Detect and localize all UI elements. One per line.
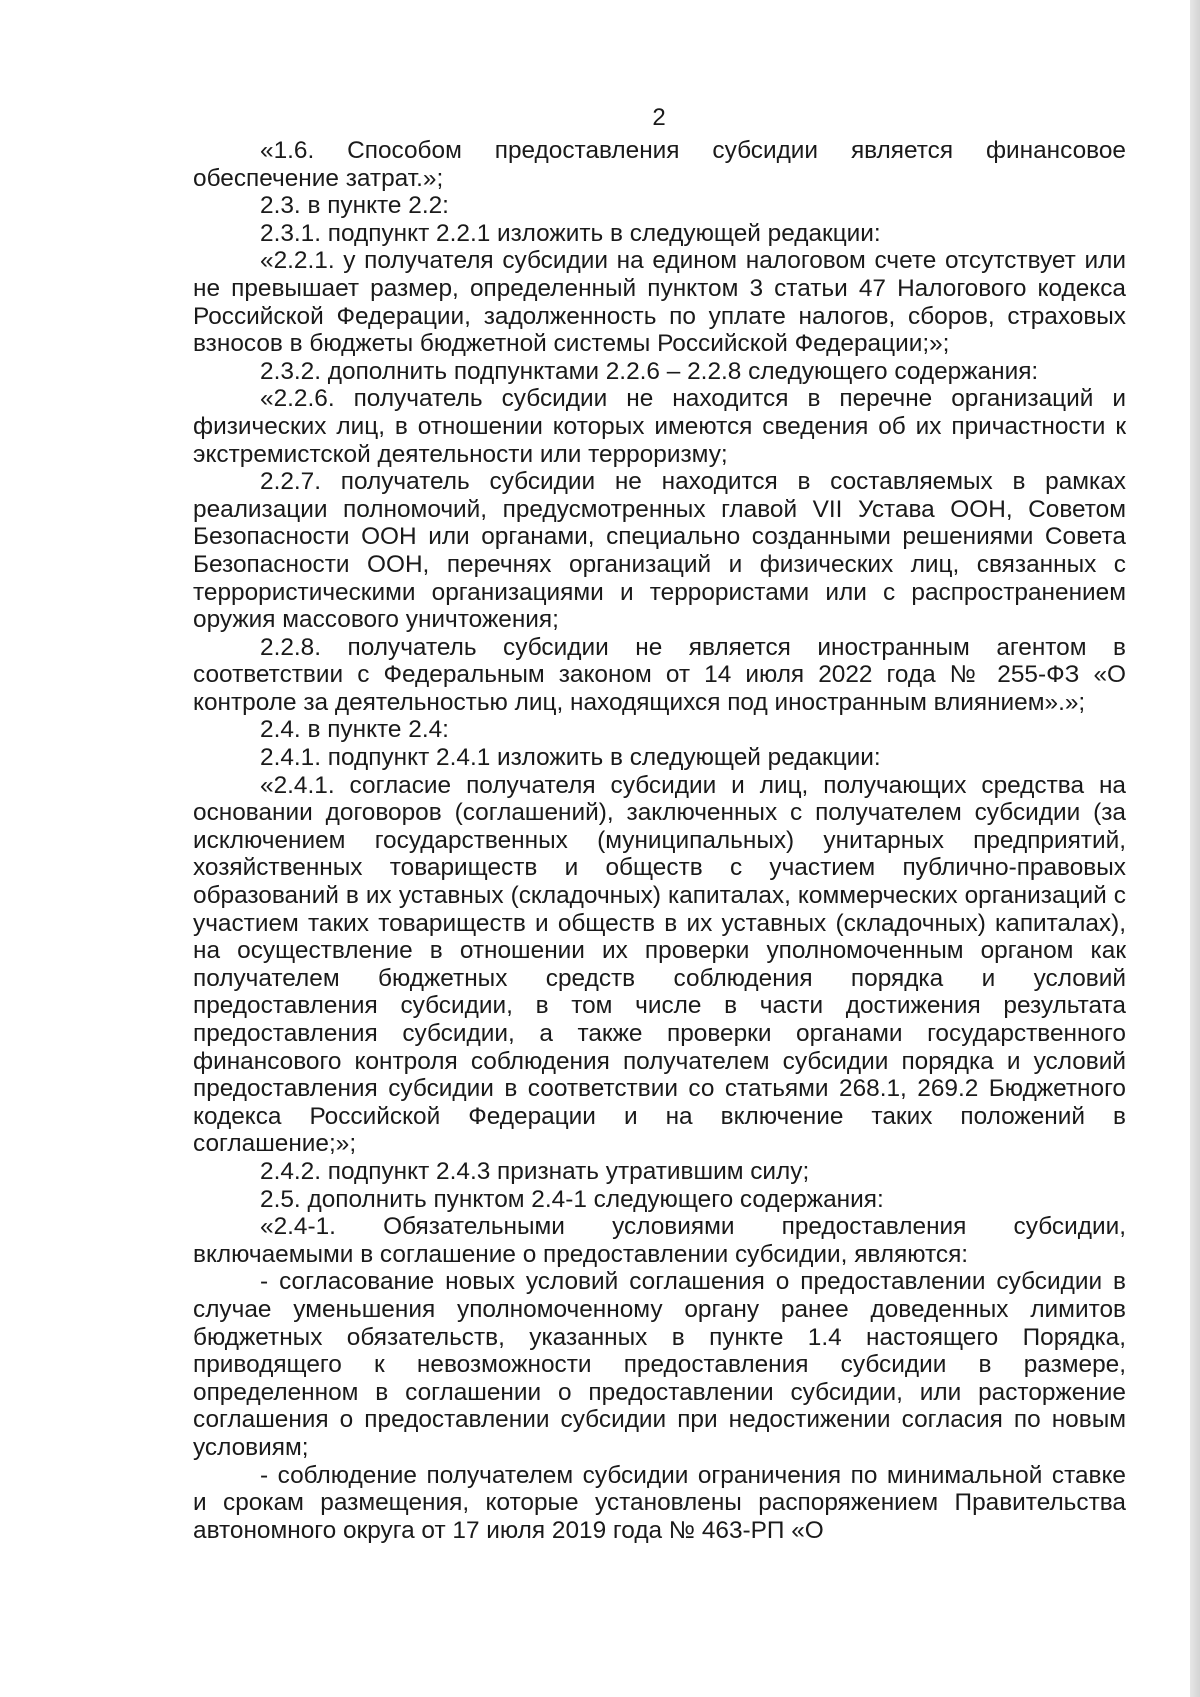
paragraph-1-6: «1.6. Способом предоставления субсидии является финансовое обеспечение затрат.»; [193,137,1126,192]
paragraph-2-4: 2.4. в пункте 2.4: [260,716,449,744]
paragraph-bullet-rate: - соблюдение получателем субсидии ограничения по минимальной ставке и срокам размещения, которые установлены распоряжением Правительства автономного округа от 17 июля 2019 года № 463-РП «О [193,1461,1126,1544]
document-body [193,137,1126,1544]
paragraph-2-4-1-intro: 2.4.1. подпункт 2.4.1 изложить в следующей редакции: [260,744,881,772]
paragraph-2-4-2: 2.4.2. подпункт 2.4.3 признать утратившим силу; [260,1157,810,1185]
paragraph-2-4-1: «2.4.1. согласие получателя субсидии и лиц, получающих средства на основании договоров (соглашений), заключенных с получателем субсидии (за исключением государственных (муниципальных) унитарных предприятий, хозяйственных товариществ и обществ с участием публично-правовых образований в их уставных (складочных) капиталах, коммерческих организаций с участием таких товариществ и обществ в их уставных (складочных) капиталах), на осуществление в отношении их проверки уполномоченным органом как получателем бюджетных средств соблюдения порядка и условий предоставления субсидии, в том числе в части достижения результата предоставления субсидии, а также проверки органами государственного финансового контроля соблюдения получателем субсидии порядка и условий предоставления субсидии в соответствии со статьями 268.1, 269.2 Бюджетного кодекса Российской Федерации и на включение таких положений в соглашение;»; [193,771,1126,1158]
paragraph-2-2-8: 2.2.8. получатель субсидии не является иностранным агентом в соответствии с Федеральным законом от 14 июля 2022 года № 255-ФЗ «О контроле за деятельностью лиц, находящихся под иностранным влиянием».»; [193,633,1126,716]
paragraph-2-3: 2.3. в пункте 2.2: [260,192,449,220]
paragraph-2-3-1: 2.3.1. подпункт 2.2.1 изложить в следующей редакции: [260,219,881,247]
paragraph-2-2-6: «2.2.6. получатель субсидии не находится в перечне организаций и физических лиц, в отношении которых имеются сведения об их причастности к экстремистской деятельности или терроризму; [193,385,1126,468]
page-edge-shadow [1190,0,1200,1697]
paragraph-2-2-7: 2.2.7. получатель субсидии не находится в составляемых в рамках реализации полномочий, предусмотренных главой VII Устава ООН, Советом Безопасности ООН или органами, специально созданными решениями Совета Безопасности ООН, перечнях организаций и физических лиц, связанных с террористическими организациями и террористами или с распространением оружия массового уничтожения; [193,468,1126,634]
page-number: 2 [652,104,666,131]
paragraph-2-2-1: «2.2.1. у получателя субсидии на едином налоговом счете отсутствует или не превышает размер, определенный пунктом 3 статьи 47 Налогового кодекса Российской Федерации, задолженность по уплате налогов, сборов, страховых взносов в бюджеты бюджетной системы Российской Федерации;»; [193,247,1126,358]
paragraph-2-5: 2.5. дополнить пунктом 2.4-1 следующего содержания: [260,1185,884,1213]
paragraph-2-3-2: 2.3.2. дополнить подпунктами 2.2.6 – 2.2.8 следующего содержания: [260,357,1039,385]
paragraph-bullet-agreement: - согласование новых условий соглашения о предоставлении субсидии в случае уменьшения уполномоченному органу ранее доведенных лимитов бюджетных обязательств, указанных в пункте 1.4 настоящего Порядка, приводящего к невозможности предоставления субсидии в размере, определенном в соглашении о предоставлении субсидии, или расторжение соглашения о предоставлении субсидии при недостижении согласия по новым условиям; [193,1268,1126,1461]
paragraph-2-4-minus-1: «2.4-1. Обязательными условиями предоставления субсидии, включаемыми в соглашение о предоставлении субсидии, являются: [193,1213,1126,1268]
